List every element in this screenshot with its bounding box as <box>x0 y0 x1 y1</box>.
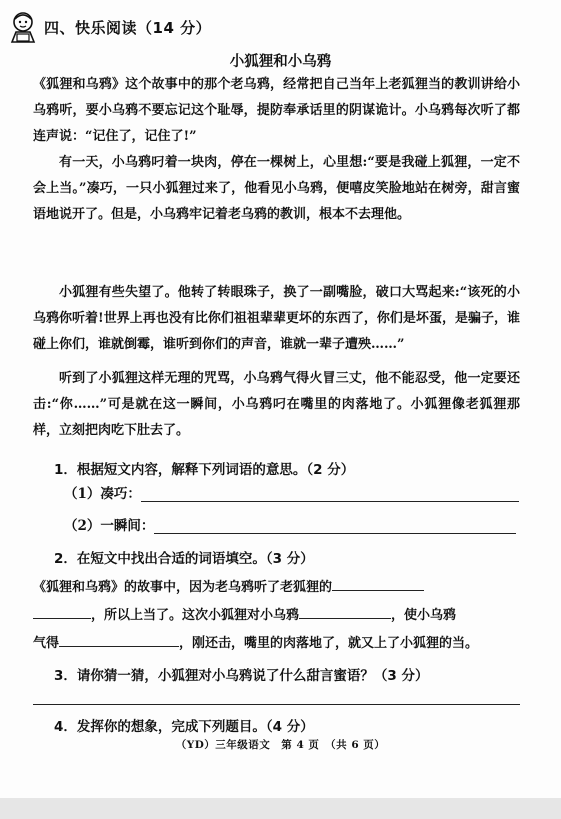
story-paragraph-4: 听到了小狐狸这样无理的咒骂，小乌鸦气得火冒三丈，他不能忍受，他一定要还击:“你……”可是就在这一瞬间，小乌鸦叼在嘴里的肉落地了。小狐狸像老狐狸那样，立刻把肉吃下肚去了。 <box>33 371 520 438</box>
question-1-item-1 <box>64 482 519 502</box>
answer-blank-1-1[interactable] <box>141 487 519 502</box>
answer-line-3[interactable] <box>33 704 520 705</box>
page-footer: （YD）三年级语文 第 4 页 （共 6 页） <box>175 739 386 751</box>
question-4: 4．发挥你的想象，完成下列题目。（4 分） <box>54 719 314 735</box>
story-title: 小狐狸和小乌鸦 <box>229 54 332 70</box>
question-1-item-1-label: （1）凑巧： <box>64 486 141 502</box>
question-1-item-2 <box>64 514 516 534</box>
answer-blank-1-2[interactable] <box>154 519 516 534</box>
question-2-part-5: ，刚还击，嘴里的肉落地了，就又上了小狐狸的当。 <box>179 636 479 651</box>
question-2-part-1: 《狐狸和乌鸦》的故事中，因为老乌鸦听了老狐狸的 <box>33 580 333 595</box>
section-header <box>8 10 211 44</box>
answer-blank-2-4[interactable] <box>59 633 179 647</box>
answer-blank-2-1[interactable] <box>332 577 424 591</box>
story-paragraph-3: 小狐狸有些失望了。他转了转眼珠子，换了一副嘴脸，破口大骂起来:“该死的小乌鸦你听着!世界上再也没有比你们祖祖辈辈更坏的东西了，你们是坏蛋，是骗子，谁碰上你们，谁就倒霉，谁听到你们的声音，谁就一辈子遭殃……” <box>33 285 520 352</box>
story-paragraph-2: 有一天，小乌鸦叼着一块肉，停在一棵树上，心里想:“要是我碰上狐狸，一定不会上当。”凑巧，一只小狐狸过来了，他看见小乌鸦，便嘻皮笑脸地站在树旁，甜言蜜语地说开了。但是，小乌鸦牢记着老乌鸦的教训，根本不去理他。 <box>33 155 520 222</box>
answer-blank-2-3[interactable] <box>299 605 391 619</box>
reading-kid-icon <box>8 10 38 44</box>
question-2-part-2: ，所以上当了。这次小狐狸对小乌鸦 <box>91 608 300 623</box>
section-title: 四、快乐阅读（14 分） <box>44 18 212 37</box>
question-2-part-3: ，使小乌鸦 <box>391 608 457 623</box>
question-2: 2．在短文中找出合适的词语填空。（3 分） <box>54 551 314 567</box>
question-2-line-2 <box>33 604 456 623</box>
answer-blank-2-2[interactable] <box>33 605 91 619</box>
question-1: 1．根据短文内容，解释下列词语的意思。（2 分） <box>54 462 355 478</box>
question-1-item-2-label: （2）一瞬间： <box>64 518 155 534</box>
question-2-line-3 <box>33 632 478 651</box>
story-paragraph-1: 《狐狸和乌鸦》这个故事中的那个老乌鸦，经常把自己当年上老狐狸当的教训讲给小乌鸦听，要小乌鸦不要忘记这个耻辱，提防奉承话里的阴谋诡计。小乌鸦每次听了都连声说：“记住了，记住了!” <box>33 77 520 144</box>
question-3: 3．请你猜一猜，小狐狸对小乌鸦说了什么甜言蜜语？（3 分） <box>54 668 429 684</box>
question-2-line-1 <box>33 576 424 595</box>
question-2-part-4: 气得 <box>33 636 60 651</box>
viewer-bottom-bar <box>0 798 561 819</box>
